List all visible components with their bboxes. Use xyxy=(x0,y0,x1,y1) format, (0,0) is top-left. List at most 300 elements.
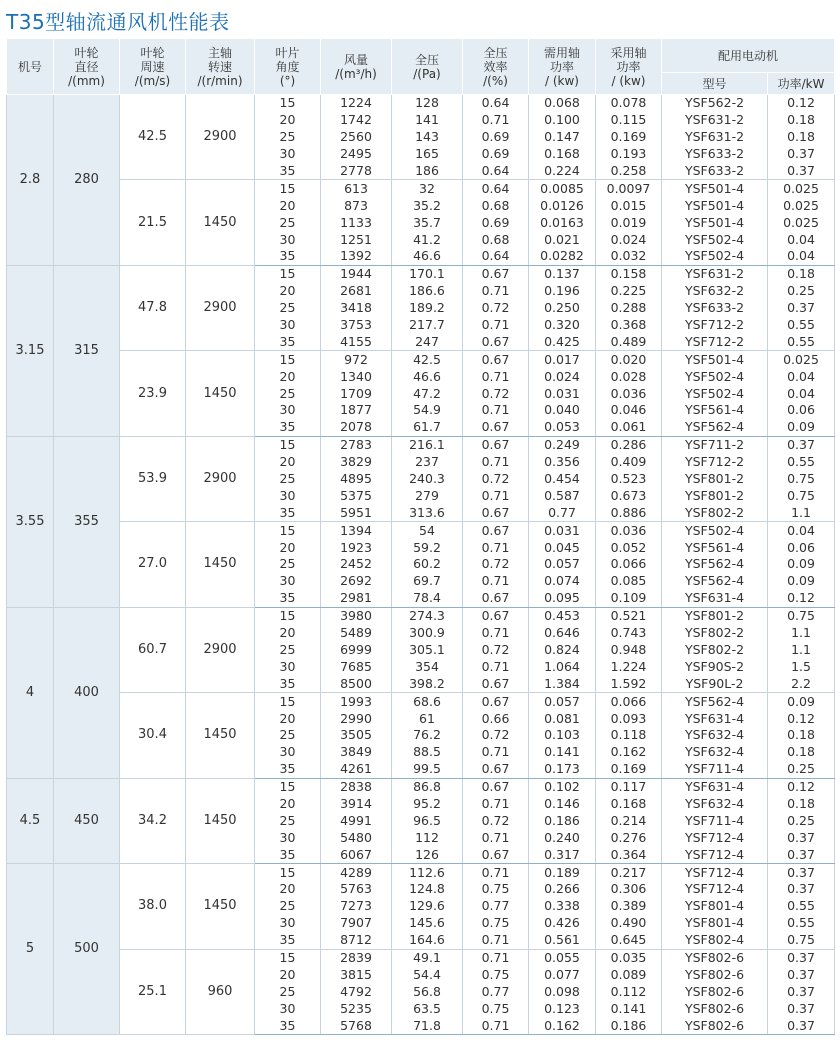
cell-angle: 15 xyxy=(255,436,321,453)
cell-airflow: 2560 xyxy=(321,129,392,146)
cell-pressure: 78.4 xyxy=(392,590,463,607)
table-row xyxy=(7,693,835,710)
cell-airflow: 3829 xyxy=(321,454,392,471)
cell-required-power: 0.320 xyxy=(529,317,596,334)
cell-angle: 30 xyxy=(255,402,321,419)
cell-required-power: 0.031 xyxy=(529,522,596,539)
cell-motor-power: 0.18 xyxy=(768,129,835,146)
cell-airflow: 873 xyxy=(321,197,392,214)
cell-motor-type: YSF562-4 xyxy=(662,556,768,573)
cell-required-power: 0.240 xyxy=(529,829,596,846)
cell-airflow: 3815 xyxy=(321,966,392,983)
cell-motor-power: 0.12 xyxy=(768,710,835,727)
cell-angle: 15 xyxy=(255,180,321,197)
cell-required-power: 0.162 xyxy=(529,1017,596,1034)
cell-speed: 2900 xyxy=(186,607,255,692)
cell-motor-type: YSF712-4 xyxy=(662,846,768,863)
cell-efficiency: 0.67 xyxy=(463,761,529,778)
cell-airflow: 4289 xyxy=(321,864,392,881)
table-row xyxy=(7,949,835,966)
cell-speed: 2900 xyxy=(186,95,255,180)
cell-pressure: 56.8 xyxy=(392,983,463,1000)
cell-motor-type: YSF711-2 xyxy=(662,436,768,453)
cell-efficiency: 0.71 xyxy=(463,625,529,642)
cell-required-power: 0.317 xyxy=(529,846,596,863)
cell-efficiency: 0.68 xyxy=(463,197,529,214)
cell-required-power: 0.0163 xyxy=(529,214,596,231)
cell-motor-power: 0.37 xyxy=(768,949,835,966)
cell-airflow: 2078 xyxy=(321,419,392,436)
cell-airflow: 4991 xyxy=(321,812,392,829)
cell-pressure: 170.1 xyxy=(392,265,463,282)
cell-motor-power: 0.55 xyxy=(768,915,835,932)
cell-model: 4.5 xyxy=(7,778,54,863)
cell-motor-type: YSF802-6 xyxy=(662,1000,768,1017)
cell-pressure: 112 xyxy=(392,829,463,846)
cell-motor-type: YSF632-4 xyxy=(662,727,768,744)
cell-angle: 30 xyxy=(255,1000,321,1017)
cell-airflow: 5375 xyxy=(321,487,392,504)
cell-angle: 20 xyxy=(255,454,321,471)
cell-motor-power: 0.12 xyxy=(768,95,835,112)
cell-used-power: 0.118 xyxy=(596,727,662,744)
cell-used-power: 0.286 xyxy=(596,436,662,453)
cell-efficiency: 0.71 xyxy=(463,573,529,590)
cell-motor-type: YSF562-4 xyxy=(662,573,768,590)
cell-angle: 15 xyxy=(255,607,321,624)
cell-used-power: 0.276 xyxy=(596,829,662,846)
cell-motor-type: YSF562-2 xyxy=(662,95,768,112)
cell-angle: 30 xyxy=(255,829,321,846)
cell-used-power: 1.592 xyxy=(596,675,662,692)
cell-pressure: 49.1 xyxy=(392,949,463,966)
cell-motor-type: YSF562-4 xyxy=(662,419,768,436)
cell-motor-power: 0.06 xyxy=(768,539,835,556)
cell-efficiency: 0.75 xyxy=(463,881,529,898)
cell-required-power: 0.453 xyxy=(529,607,596,624)
cell-required-power: 1.064 xyxy=(529,658,596,675)
cell-efficiency: 0.67 xyxy=(463,504,529,521)
cell-used-power: 0.112 xyxy=(596,983,662,1000)
cell-required-power: 1.384 xyxy=(529,675,596,692)
cell-pressure: 141 xyxy=(392,112,463,129)
cell-pressure: 145.6 xyxy=(392,915,463,932)
cell-airflow: 2838 xyxy=(321,778,392,795)
cell-pressure: 69.7 xyxy=(392,573,463,590)
cell-airflow: 1923 xyxy=(321,539,392,556)
cell-pressure: 32 xyxy=(392,180,463,197)
cell-used-power: 0.521 xyxy=(596,607,662,624)
cell-angle: 25 xyxy=(255,983,321,1000)
cell-angle: 35 xyxy=(255,419,321,436)
cell-required-power: 0.77 xyxy=(529,504,596,521)
cell-required-power: 0.141 xyxy=(529,744,596,761)
cell-used-power: 0.364 xyxy=(596,846,662,863)
header-airflow: 风量 /(m³/h) xyxy=(321,39,392,95)
performance-table xyxy=(6,38,835,1035)
cell-used-power: 0.117 xyxy=(596,778,662,795)
cell-pressure: 76.2 xyxy=(392,727,463,744)
cell-efficiency: 0.67 xyxy=(463,607,529,624)
cell-airflow: 7273 xyxy=(321,898,392,915)
cell-pressure: 46.6 xyxy=(392,368,463,385)
cell-speed: 1450 xyxy=(186,864,255,949)
cell-motor-type: YSF501-4 xyxy=(662,214,768,231)
cell-pressure: 164.6 xyxy=(392,932,463,949)
cell-pressure: 124.8 xyxy=(392,881,463,898)
cell-used-power: 0.225 xyxy=(596,283,662,300)
cell-required-power: 0.189 xyxy=(529,864,596,881)
cell-pressure: 63.5 xyxy=(392,1000,463,1017)
cell-angle: 35 xyxy=(255,504,321,521)
cell-angle: 20 xyxy=(255,710,321,727)
cell-airflow: 1394 xyxy=(321,522,392,539)
cell-tipspeed: 47.8 xyxy=(120,265,186,350)
cell-required-power: 0.356 xyxy=(529,454,596,471)
cell-efficiency: 0.71 xyxy=(463,932,529,949)
cell-efficiency: 0.67 xyxy=(463,522,529,539)
cell-speed: 1450 xyxy=(186,693,255,778)
cell-pressure: 61.7 xyxy=(392,419,463,436)
cell-angle: 15 xyxy=(255,351,321,368)
cell-used-power: 0.743 xyxy=(596,625,662,642)
cell-motor-power: 0.12 xyxy=(768,590,835,607)
cell-pressure: 59.2 xyxy=(392,539,463,556)
header-tipspeed: 叶轮 周速 /(m/s) xyxy=(120,39,186,95)
cell-motor-type: YSF712-2 xyxy=(662,454,768,471)
cell-pressure: 95.2 xyxy=(392,796,463,813)
table-row xyxy=(7,864,835,881)
cell-tipspeed: 30.4 xyxy=(120,693,186,778)
cell-tipspeed: 38.0 xyxy=(120,864,186,949)
header-required-power: 需用轴 功率 / (kw) xyxy=(529,39,596,95)
cell-pressure: 216.1 xyxy=(392,436,463,453)
cell-used-power: 0.035 xyxy=(596,949,662,966)
cell-efficiency: 0.64 xyxy=(463,163,529,180)
cell-motor-power: 0.37 xyxy=(768,881,835,898)
cell-required-power: 0.045 xyxy=(529,539,596,556)
cell-motor-power: 0.25 xyxy=(768,761,835,778)
header-speed: 主轴 转速 /(r/min) xyxy=(186,39,255,95)
cell-pressure: 186.6 xyxy=(392,283,463,300)
cell-required-power: 0.123 xyxy=(529,1000,596,1017)
cell-used-power: 0.115 xyxy=(596,112,662,129)
cell-motor-power: 0.75 xyxy=(768,932,835,949)
cell-motor-power: 0.37 xyxy=(768,846,835,863)
cell-used-power: 0.306 xyxy=(596,881,662,898)
cell-efficiency: 0.71 xyxy=(463,454,529,471)
cell-pressure: 47.2 xyxy=(392,385,463,402)
cell-pressure: 128 xyxy=(392,95,463,112)
cell-required-power: 0.055 xyxy=(529,949,596,966)
cell-angle: 20 xyxy=(255,197,321,214)
cell-motor-type: YSF632-4 xyxy=(662,796,768,813)
cell-angle: 25 xyxy=(255,214,321,231)
cell-required-power: 0.426 xyxy=(529,915,596,932)
cell-efficiency: 0.71 xyxy=(463,402,529,419)
cell-used-power: 0.046 xyxy=(596,402,662,419)
cell-required-power: 0.425 xyxy=(529,333,596,350)
cell-used-power: 0.036 xyxy=(596,522,662,539)
cell-motor-power: 0.55 xyxy=(768,454,835,471)
cell-motor-power: 0.12 xyxy=(768,778,835,795)
cell-pressure: 96.5 xyxy=(392,812,463,829)
cell-used-power: 0.490 xyxy=(596,915,662,932)
cell-pressure: 46.6 xyxy=(392,248,463,265)
cell-pressure: 300.9 xyxy=(392,625,463,642)
table-row xyxy=(7,436,835,453)
header-diameter: 叶轮 直径 /(mm) xyxy=(54,39,120,95)
cell-motor-power: 0.37 xyxy=(768,436,835,453)
cell-airflow: 2990 xyxy=(321,710,392,727)
cell-used-power: 0.024 xyxy=(596,231,662,248)
cell-used-power: 0.673 xyxy=(596,487,662,504)
cell-angle: 35 xyxy=(255,675,321,692)
cell-airflow: 1133 xyxy=(321,214,392,231)
cell-pressure: 354 xyxy=(392,658,463,675)
cell-motor-type: YSF801-2 xyxy=(662,607,768,624)
cell-required-power: 0.103 xyxy=(529,727,596,744)
cell-angle: 30 xyxy=(255,487,321,504)
cell-used-power: 0.066 xyxy=(596,556,662,573)
cell-required-power: 0.068 xyxy=(529,95,596,112)
cell-efficiency: 0.69 xyxy=(463,146,529,163)
cell-efficiency: 0.77 xyxy=(463,983,529,1000)
table-row xyxy=(7,95,835,112)
cell-required-power: 0.147 xyxy=(529,129,596,146)
cell-used-power: 0.109 xyxy=(596,590,662,607)
cell-efficiency: 0.67 xyxy=(463,351,529,368)
cell-required-power: 0.646 xyxy=(529,625,596,642)
cell-diameter: 355 xyxy=(54,436,120,607)
cell-motor-type: YSF802-6 xyxy=(662,949,768,966)
cell-motor-power: 0.37 xyxy=(768,864,835,881)
cell-motor-power: 0.25 xyxy=(768,283,835,300)
cell-motor-power: 0.025 xyxy=(768,351,835,368)
cell-airflow: 2681 xyxy=(321,283,392,300)
cell-airflow: 2692 xyxy=(321,573,392,590)
cell-airflow: 1742 xyxy=(321,112,392,129)
cell-pressure: 60.2 xyxy=(392,556,463,573)
cell-used-power: 0.089 xyxy=(596,966,662,983)
cell-angle: 35 xyxy=(255,248,321,265)
cell-efficiency: 0.69 xyxy=(463,214,529,231)
cell-motor-power: 0.37 xyxy=(768,829,835,846)
cell-motor-power: 0.37 xyxy=(768,983,835,1000)
cell-used-power: 0.019 xyxy=(596,214,662,231)
cell-angle: 20 xyxy=(255,966,321,983)
header-pressure: 全压 /(Pa) xyxy=(392,39,463,95)
cell-diameter: 400 xyxy=(54,607,120,778)
cell-airflow: 2778 xyxy=(321,163,392,180)
cell-pressure: 54 xyxy=(392,522,463,539)
cell-motor-type: YSF90S-2 xyxy=(662,658,768,675)
cell-efficiency: 0.71 xyxy=(463,539,529,556)
cell-speed: 1450 xyxy=(186,778,255,863)
cell-motor-type: YSF712-2 xyxy=(662,317,768,334)
cell-model: 4 xyxy=(7,607,54,778)
cell-diameter: 315 xyxy=(54,265,120,436)
cell-angle: 20 xyxy=(255,881,321,898)
cell-speed: 1450 xyxy=(186,522,255,607)
cell-airflow: 6067 xyxy=(321,846,392,863)
cell-required-power: 0.250 xyxy=(529,300,596,317)
cell-efficiency: 0.71 xyxy=(463,744,529,761)
cell-motor-type: YSF501-4 xyxy=(662,180,768,197)
cell-speed: 1450 xyxy=(186,180,255,265)
cell-required-power: 0.017 xyxy=(529,351,596,368)
cell-airflow: 1251 xyxy=(321,231,392,248)
cell-angle: 20 xyxy=(255,112,321,129)
cell-motor-power: 0.025 xyxy=(768,214,835,231)
cell-airflow: 5480 xyxy=(321,829,392,846)
cell-required-power: 0.0282 xyxy=(529,248,596,265)
cell-motor-power: 1.1 xyxy=(768,625,835,642)
cell-efficiency: 0.67 xyxy=(463,675,529,692)
cell-efficiency: 0.67 xyxy=(463,333,529,350)
cell-used-power: 0.158 xyxy=(596,265,662,282)
cell-efficiency: 0.67 xyxy=(463,419,529,436)
cell-used-power: 0.288 xyxy=(596,300,662,317)
cell-motor-type: YSF631-4 xyxy=(662,778,768,795)
cell-speed: 2900 xyxy=(186,265,255,350)
cell-airflow: 1224 xyxy=(321,95,392,112)
cell-angle: 35 xyxy=(255,932,321,949)
cell-airflow: 2839 xyxy=(321,949,392,966)
cell-motor-type: YSF801-2 xyxy=(662,487,768,504)
cell-angle: 15 xyxy=(255,95,321,112)
cell-motor-power: 0.09 xyxy=(768,419,835,436)
cell-motor-power: 0.37 xyxy=(768,146,835,163)
cell-airflow: 3505 xyxy=(321,727,392,744)
cell-angle: 35 xyxy=(255,846,321,863)
cell-required-power: 0.266 xyxy=(529,881,596,898)
cell-motor-power: 0.04 xyxy=(768,231,835,248)
cell-required-power: 0.186 xyxy=(529,812,596,829)
cell-angle: 25 xyxy=(255,812,321,829)
cell-angle: 15 xyxy=(255,693,321,710)
cell-airflow: 8500 xyxy=(321,675,392,692)
cell-airflow: 3980 xyxy=(321,607,392,624)
cell-airflow: 3849 xyxy=(321,744,392,761)
cell-motor-type: YSF501-4 xyxy=(662,197,768,214)
cell-efficiency: 0.67 xyxy=(463,436,529,453)
cell-used-power: 0.061 xyxy=(596,419,662,436)
cell-motor-type: YSF802-2 xyxy=(662,504,768,521)
cell-motor-type: YSF712-4 xyxy=(662,864,768,881)
cell-used-power: 0.523 xyxy=(596,471,662,488)
cell-airflow: 1709 xyxy=(321,385,392,402)
cell-motor-power: 0.18 xyxy=(768,112,835,129)
cell-required-power: 0.168 xyxy=(529,146,596,163)
cell-pressure: 35.7 xyxy=(392,214,463,231)
cell-angle: 30 xyxy=(255,146,321,163)
cell-used-power: 0.078 xyxy=(596,95,662,112)
cell-airflow: 3753 xyxy=(321,317,392,334)
cell-tipspeed: 21.5 xyxy=(120,180,186,265)
cell-pressure: 237 xyxy=(392,454,463,471)
table-body xyxy=(7,95,835,1035)
cell-required-power: 0.098 xyxy=(529,983,596,1000)
cell-efficiency: 0.71 xyxy=(463,317,529,334)
cell-angle: 20 xyxy=(255,283,321,300)
cell-angle: 20 xyxy=(255,539,321,556)
table-row xyxy=(7,607,835,624)
header-motor-power: 功率/kW xyxy=(768,73,835,95)
cell-motor-type: YSF502-4 xyxy=(662,231,768,248)
cell-motor-type: YSF633-2 xyxy=(662,300,768,317)
cell-used-power: 0.169 xyxy=(596,761,662,778)
cell-motor-type: YSF712-2 xyxy=(662,333,768,350)
cell-motor-power: 0.75 xyxy=(768,487,835,504)
cell-angle: 35 xyxy=(255,761,321,778)
cell-angle: 15 xyxy=(255,778,321,795)
cell-angle: 35 xyxy=(255,590,321,607)
cell-motor-power: 0.18 xyxy=(768,265,835,282)
header-angle: 叶片 角度 (°) xyxy=(255,39,321,95)
cell-motor-power: 0.04 xyxy=(768,248,835,265)
cell-motor-type: YSF502-4 xyxy=(662,522,768,539)
cell-tipspeed: 60.7 xyxy=(120,607,186,692)
cell-efficiency: 0.67 xyxy=(463,778,529,795)
cell-required-power: 0.338 xyxy=(529,898,596,915)
cell-required-power: 0.196 xyxy=(529,283,596,300)
cell-motor-type: YSF802-2 xyxy=(662,625,768,642)
cell-used-power: 1.224 xyxy=(596,658,662,675)
cell-used-power: 0.193 xyxy=(596,146,662,163)
cell-motor-type: YSF802-2 xyxy=(662,642,768,659)
cell-used-power: 0.141 xyxy=(596,1000,662,1017)
cell-angle: 25 xyxy=(255,471,321,488)
cell-required-power: 0.040 xyxy=(529,402,596,419)
cell-efficiency: 0.68 xyxy=(463,231,529,248)
cell-angle: 30 xyxy=(255,573,321,590)
cell-motor-power: 0.37 xyxy=(768,1017,835,1034)
cell-efficiency: 0.75 xyxy=(463,966,529,983)
cell-efficiency: 0.72 xyxy=(463,556,529,573)
cell-airflow: 5951 xyxy=(321,504,392,521)
cell-used-power: 0.015 xyxy=(596,197,662,214)
cell-pressure: 42.5 xyxy=(392,351,463,368)
cell-tipspeed: 42.5 xyxy=(120,95,186,180)
cell-motor-type: YSF712-4 xyxy=(662,829,768,846)
cell-motor-type: YSF502-4 xyxy=(662,385,768,402)
cell-pressure: 71.8 xyxy=(392,1017,463,1034)
cell-airflow: 3418 xyxy=(321,300,392,317)
cell-airflow: 1340 xyxy=(321,368,392,385)
cell-required-power: 0.095 xyxy=(529,590,596,607)
cell-speed: 2900 xyxy=(186,436,255,521)
cell-angle: 30 xyxy=(255,915,321,932)
cell-diameter: 450 xyxy=(54,778,120,863)
cell-model: 5 xyxy=(7,864,54,1035)
cell-motor-power: 0.37 xyxy=(768,300,835,317)
cell-angle: 30 xyxy=(255,317,321,334)
cell-angle: 15 xyxy=(255,949,321,966)
cell-angle: 35 xyxy=(255,1017,321,1034)
cell-airflow: 972 xyxy=(321,351,392,368)
cell-required-power: 0.100 xyxy=(529,112,596,129)
cell-efficiency: 0.64 xyxy=(463,180,529,197)
cell-motor-type: YSF802-6 xyxy=(662,1017,768,1034)
cell-motor-power: 0.04 xyxy=(768,385,835,402)
cell-motor-power: 0.25 xyxy=(768,812,835,829)
cell-airflow: 2981 xyxy=(321,590,392,607)
cell-pressure: 274.3 xyxy=(392,607,463,624)
cell-angle: 15 xyxy=(255,522,321,539)
cell-motor-power: 0.09 xyxy=(768,693,835,710)
cell-used-power: 0.020 xyxy=(596,351,662,368)
